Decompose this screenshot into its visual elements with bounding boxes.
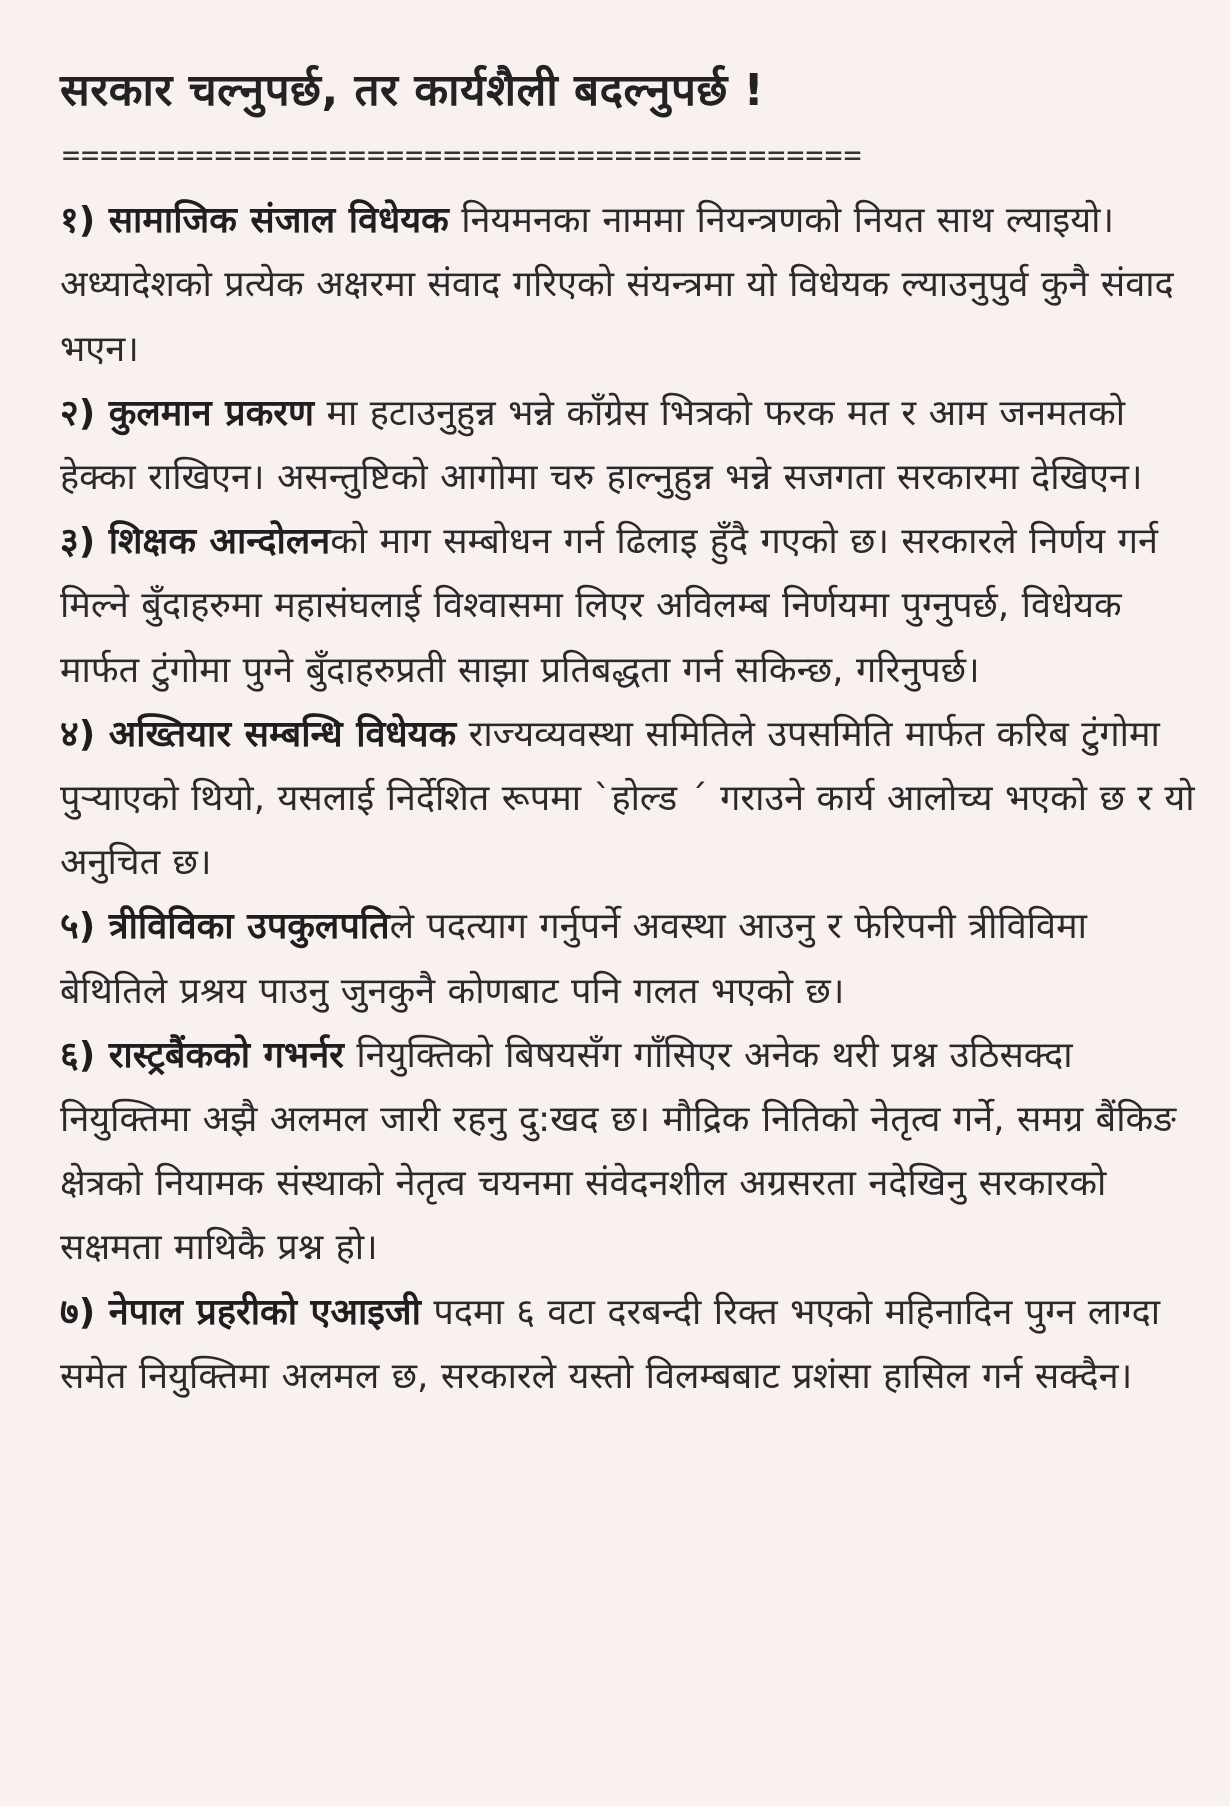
item-heading: ७) नेपाल प्रहरीको एआइजी xyxy=(60,1291,421,1333)
list-item-3 xyxy=(60,510,1202,703)
list-item-4 xyxy=(60,703,1202,896)
document-title: सरकार चल्नुपर्छ, तर कार्यशैली बदल्नुपर्छ ! xyxy=(60,65,765,116)
item-text: नियुक्तिको बिषयसँग गाँसिएर अनेक थरी प्रश्न उठिसक्दा नियुक्तिमा अझै अलमल जारी रहनु दु:खद छ। मौद्रिक नितिको नेतृत्व गर्ने, समग्र बैंकिङ क्षेत्रको नियामक संस्थाको नेतृत्व चयनमा संवेदनशील अग्रसरता नदेखिनु सरकारको सक्षमता माथिकै प्रश्न हो। xyxy=(60,1034,1177,1269)
item-heading: २) कुलमान प्रकरण xyxy=(60,392,315,434)
item-heading: ६) रास्ट्रबैंकको गभर्नर xyxy=(60,1034,344,1076)
item-text: नियमनका नाममा नियन्त्रणको नियत साथ ल्याइयो। अध्यादेशको प्रत्येक अक्षरमा संवाद गरिएको संयन्त्रमा यो विधेयक ल्याउनुपुर्व कुनै संवाद भएन। xyxy=(60,200,1174,370)
list-item-2 xyxy=(60,382,1202,510)
item-text: पदमा ६ वटा दरबन्दी रिक्त भएको महिनादिन पुग्न लाग्दा समेत नियुक्तिमा अलमल छ, सरकारले यस्तो विलम्बबाट प्रशंसा हासिल गर्न सक्दैन। xyxy=(60,1291,1161,1397)
item-text: को माग सम्बोधन गर्न ढिलाइ हुँदै गएको छ। सरकारले निर्णय गर्न मिल्ने बुँदाहरुमा महासंघलाई विश्वासमा लिएर अविलम्ब निर्णयमा पुग्नुपर्छ, विधेयक मार्फत टुंगोमा पुग्ने बुँदाहरुप्रती साझा प्रतिबद्धता गर्न सकिन्छ, गरिनुपर्छ। xyxy=(60,521,1158,691)
list-item-6 xyxy=(60,1024,1202,1281)
item-heading: १) सामाजिक संजाल विधेयक xyxy=(60,200,449,242)
item-heading: ३) शिक्षक आन्दोलन xyxy=(60,521,331,563)
list-item-5 xyxy=(60,895,1202,1023)
list-item-7 xyxy=(60,1281,1202,1409)
item-heading: ५) त्रीविविका उपकुलपति xyxy=(60,906,390,948)
title-divider: ========================================== xyxy=(62,141,863,172)
item-text: मा हटाउनुहुन्न भन्ने काँग्रेस भित्रको फरक मत र आम जनमतको हेक्का राखिएन। असन्तुष्टिको आगोमा चरु हाल्नुहुन्न भन्ने सजगता सरकारमा देखिएन। xyxy=(60,392,1143,498)
item-text: ले पदत्याग गर्नुपर्ने अवस्था आउनु र फेरिपनी त्रीविविमा बेथितिले प्रश्रय पाउनु जुनकुनै कोणबाट पनि गलत भएको छ। xyxy=(60,906,1087,1012)
item-heading: ४) अख्तियार सम्बन्धि विधेयक xyxy=(60,713,457,755)
item-text: राज्यव्यवस्था समितिले उपसमिति मार्फत करिब टुंगोमा पुऱ्याएको थियो, यसलाई निर्देशित रूपमा `होल्ड ´ गराउने कार्य आलोच्य भएको छ र यो अनुचित छ। xyxy=(60,713,1195,884)
list-item-1 xyxy=(60,189,1202,382)
